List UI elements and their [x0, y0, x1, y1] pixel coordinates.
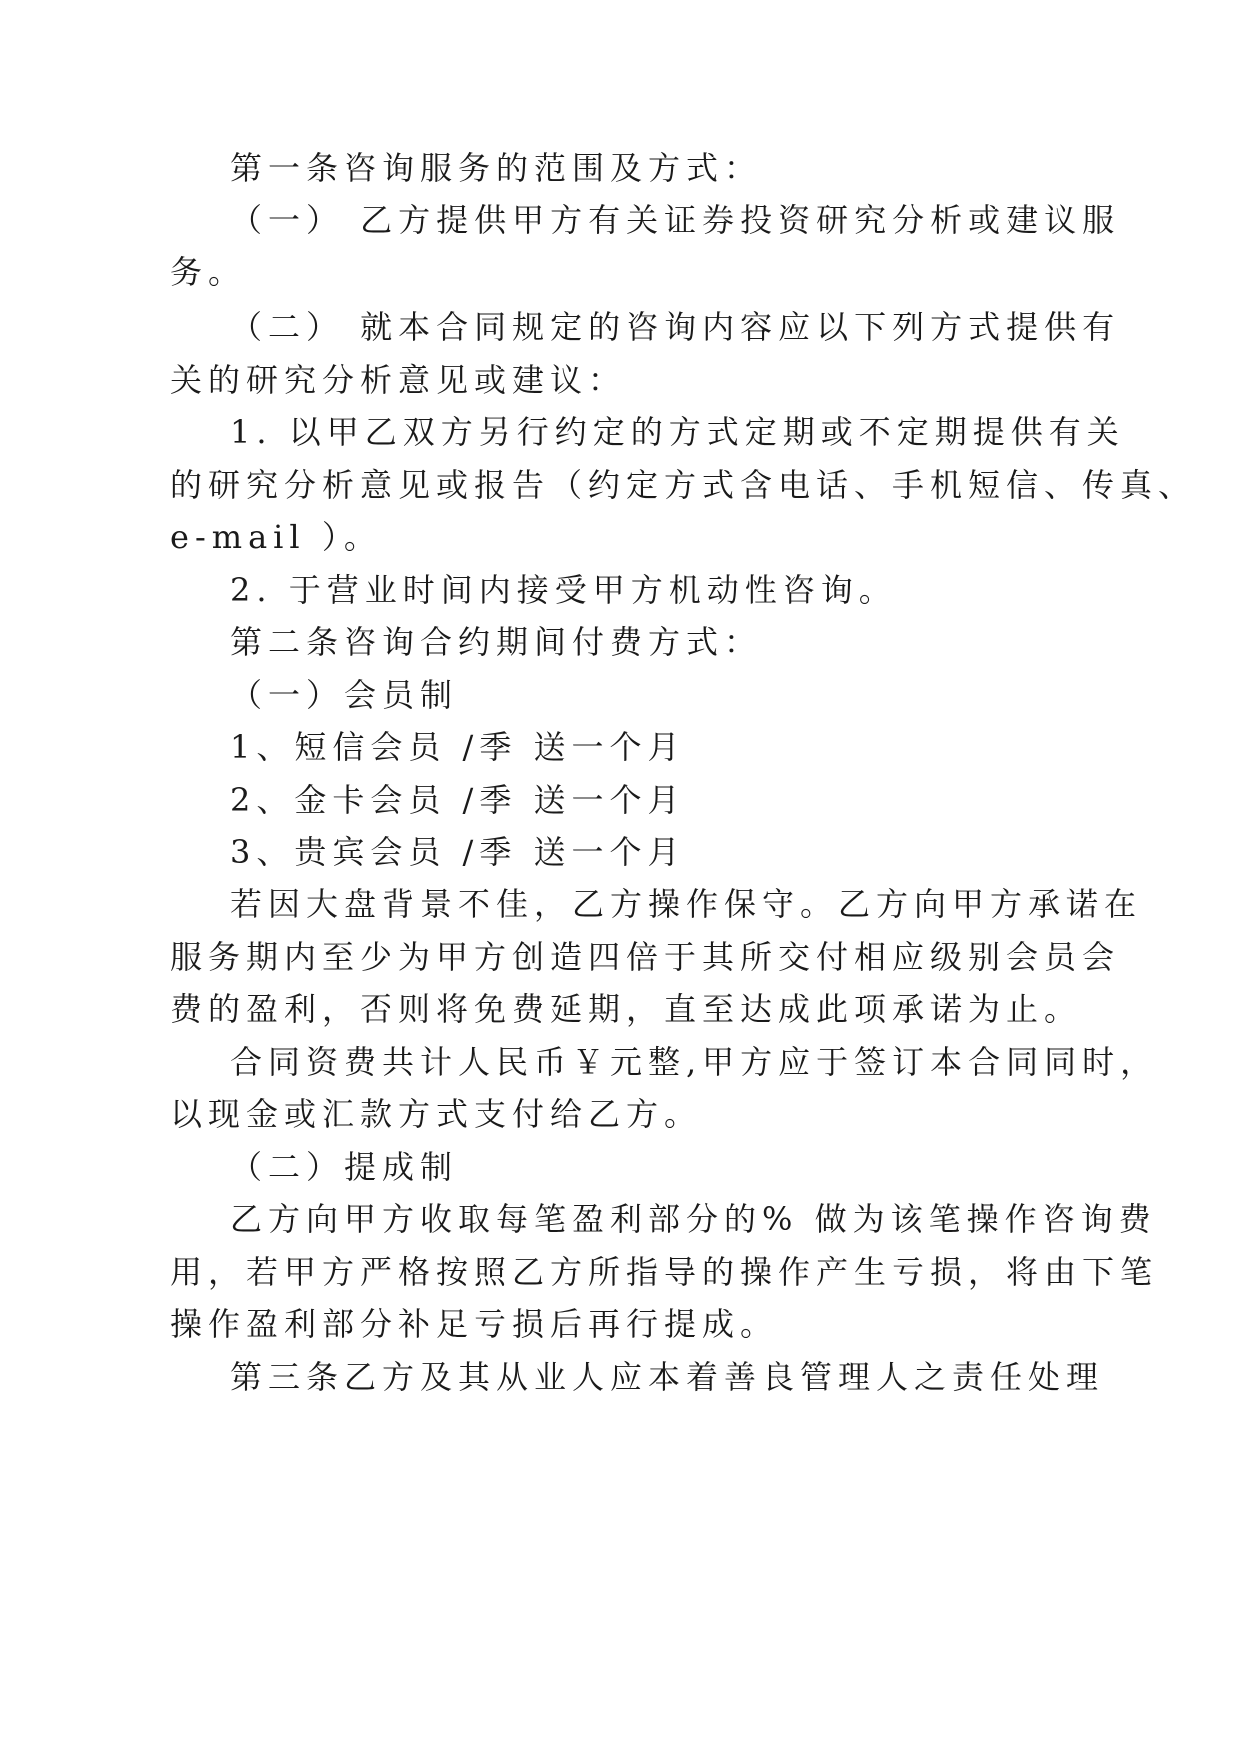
membership-gold: 2、金卡会员 /季 送一个月 — [230, 781, 686, 819]
article-1-item-1-line-3: e-mail ）。 — [170, 518, 382, 556]
article-1-clause-1-line-1: （一） 乙方提供甲方有关证券投资研究分析或建议服 — [230, 201, 1121, 239]
commission-line-1: 乙方向甲方收取每笔盈利部分的% 做为该笔操作咨询费 — [230, 1200, 1157, 1238]
guarantee-line-3: 费的盈利，否则将免费延期，直至达成此项承诺为止。 — [170, 990, 1083, 1028]
article-1-heading: 第一条咨询服务的范围及方式： — [230, 149, 763, 187]
article-1-clause-2-line-1: （二） 就本合同规定的咨询内容应以下列方式提供有 — [230, 308, 1121, 346]
article-1-clause-1-line-2: 务。 — [170, 253, 247, 291]
commission-line-2: 用，若甲方严格按照乙方所指导的操作产生亏损，将由下笔 — [170, 1253, 1159, 1291]
article-2-clause-2-heading: （二）提成制 — [230, 1148, 459, 1186]
guarantee-line-1: 若因大盘背景不佳，乙方操作保守。乙方向甲方承诺在 — [230, 885, 1143, 923]
article-1-clause-2-line-2: 关的研究分析意见或建议： — [170, 361, 627, 399]
article-3-line-1: 第三条乙方及其从业人应本着善良管理人之责任处理 — [230, 1358, 1105, 1396]
article-2-heading: 第二条咨询合约期间付费方式： — [230, 623, 763, 661]
membership-sms: 1、短信会员 /季 送一个月 — [230, 728, 686, 766]
article-1-item-2: 2. 于营业时间内接受甲方机动性咨询。 — [230, 571, 897, 609]
fee-total-line-1: 合同资费共计人民币￥元整,甲方应于签订本合同同时， — [230, 1043, 1159, 1081]
article-1-item-1-line-1: 1. 以甲乙双方另行约定的方式定期或不定期提供有关 — [230, 413, 1125, 451]
membership-vip: 3、贵宾会员 /季 送一个月 — [230, 833, 686, 871]
fee-total-line-2: 以现金或汇款方式支付给乙方。 — [170, 1095, 703, 1133]
article-1-item-1-line-2: 的研究分析意见或报告（约定方式含电话、手机短信、传真、 — [170, 466, 1197, 504]
commission-line-3: 操作盈利部分补足亏损后再行提成。 — [170, 1305, 779, 1343]
guarantee-line-2: 服务期内至少为甲方创造四倍于其所交付相应级别会员会 — [170, 938, 1121, 976]
article-2-clause-1-heading: （一）会员制 — [230, 676, 459, 714]
